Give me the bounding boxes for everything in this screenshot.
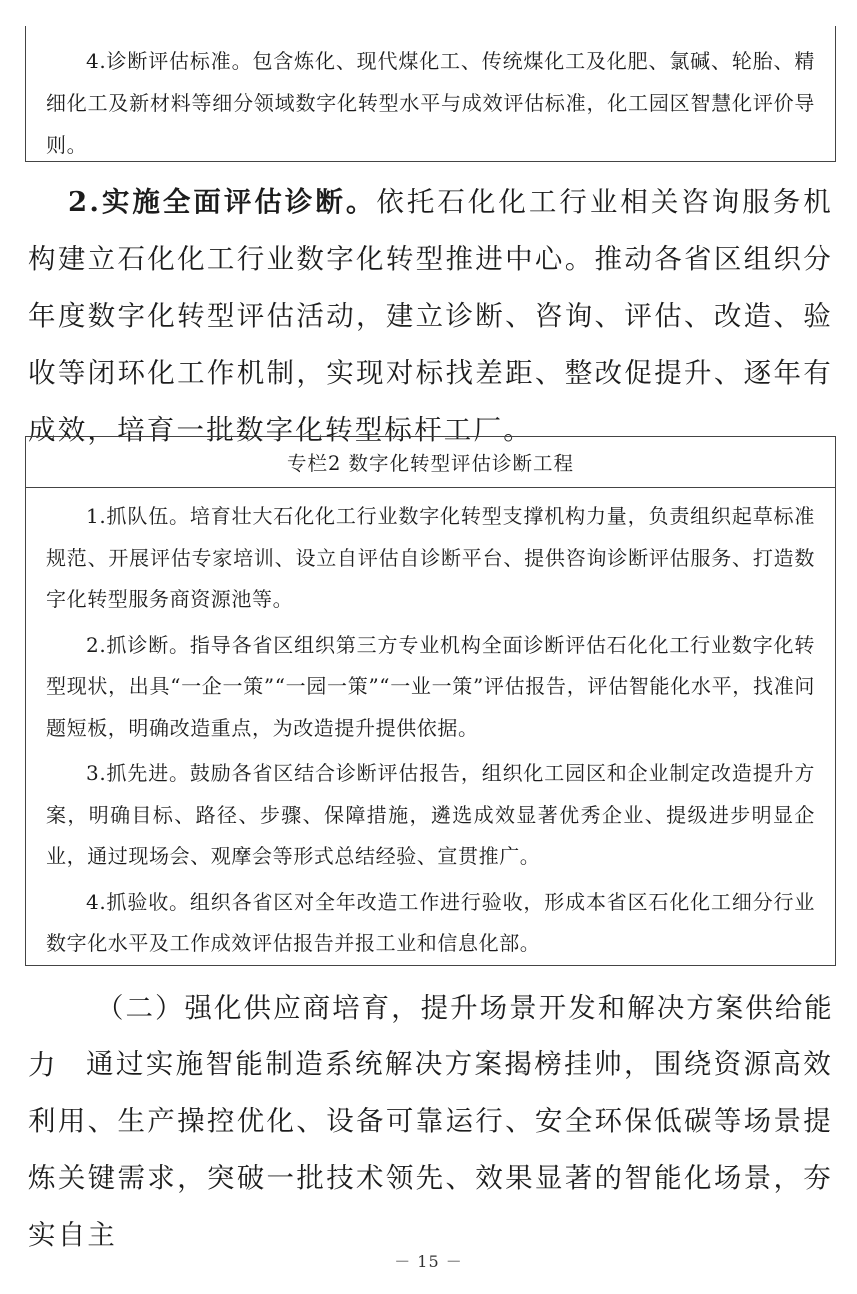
page-number: － 15 －	[394, 1252, 463, 1271]
section-2-paragraph	[28, 174, 833, 459]
column-2-body	[26, 488, 835, 965]
section-b-heading: （二）强化供应商培育，提升场景开发和解决方案供给能力	[28, 992, 833, 1081]
section-2-heading: 2.实施全面评估诊断。	[68, 186, 377, 218]
column-2-box	[25, 436, 836, 966]
section-2-text: 依托石化化工行业相关咨询服务机构建立石化化工行业数字化转型推进中心。推动各省区组织分年度数字化转型评估活动，建立诊断、咨询、评估、改造、验收等闭环化工作机制，实现对标找差距、整改促提升、逐年有成效，培育一批数字化转型标杆工厂。	[28, 186, 833, 446]
column-2-item: 1.抓队伍。培育壮大石化化工行业数字化转型支撑机构力量，负责组织起草标准规范、开展评估专家培训、设立自评估自诊断平台、提供咨询诊断评估服务、打造数字化转型服务商资源池等。	[46, 504, 815, 611]
column-2-title: 专栏2 数字化转型评估诊断工程	[26, 437, 835, 488]
standards-box	[25, 26, 836, 162]
standards-item-4: 4.诊断评估标准。包含炼化、现代煤化工、传统煤化工及化肥、氯碱、轮胎、精细化工及新材料等细分领域数字化转型水平与成效评估标准，化工园区智慧化评价导则。	[46, 49, 815, 157]
section-b-text: 通过实施智能制造系统解决方案揭榜挂帅，围绕资源高效利用、生产操控优化、设备可靠运行、安全环保低碳等场景提炼关键需求，突破一批技术领先、效果显著的智能化场景，夯实自主	[28, 1048, 833, 1251]
column-2-item: 3.抓先进。鼓励各省区结合诊断评估报告，组织化工园区和企业制定改造提升方案，明确目标、路径、步骤、保障措施，遴选成效显著优秀企业、提级进步明显企业，通过现场会、观摩会等形式总结经验、宣贯推广。	[46, 761, 815, 868]
column-2-item: 4.抓验收。组织各省区对全年改造工作进行验收，形成本省区石化化工细分行业数字化水平及工作成效评估报告并报工业和信息化部。	[46, 889, 815, 955]
column-2-item: 2.抓诊断。指导各省区组织第三方专业机构全面诊断评估石化化工行业数字化转型现状，出具“一企一策”“一园一策”“一业一策”评估报告，评估智能化水平，找准问题短板，明确改造重点，为改造提升提供依据。	[46, 632, 815, 740]
